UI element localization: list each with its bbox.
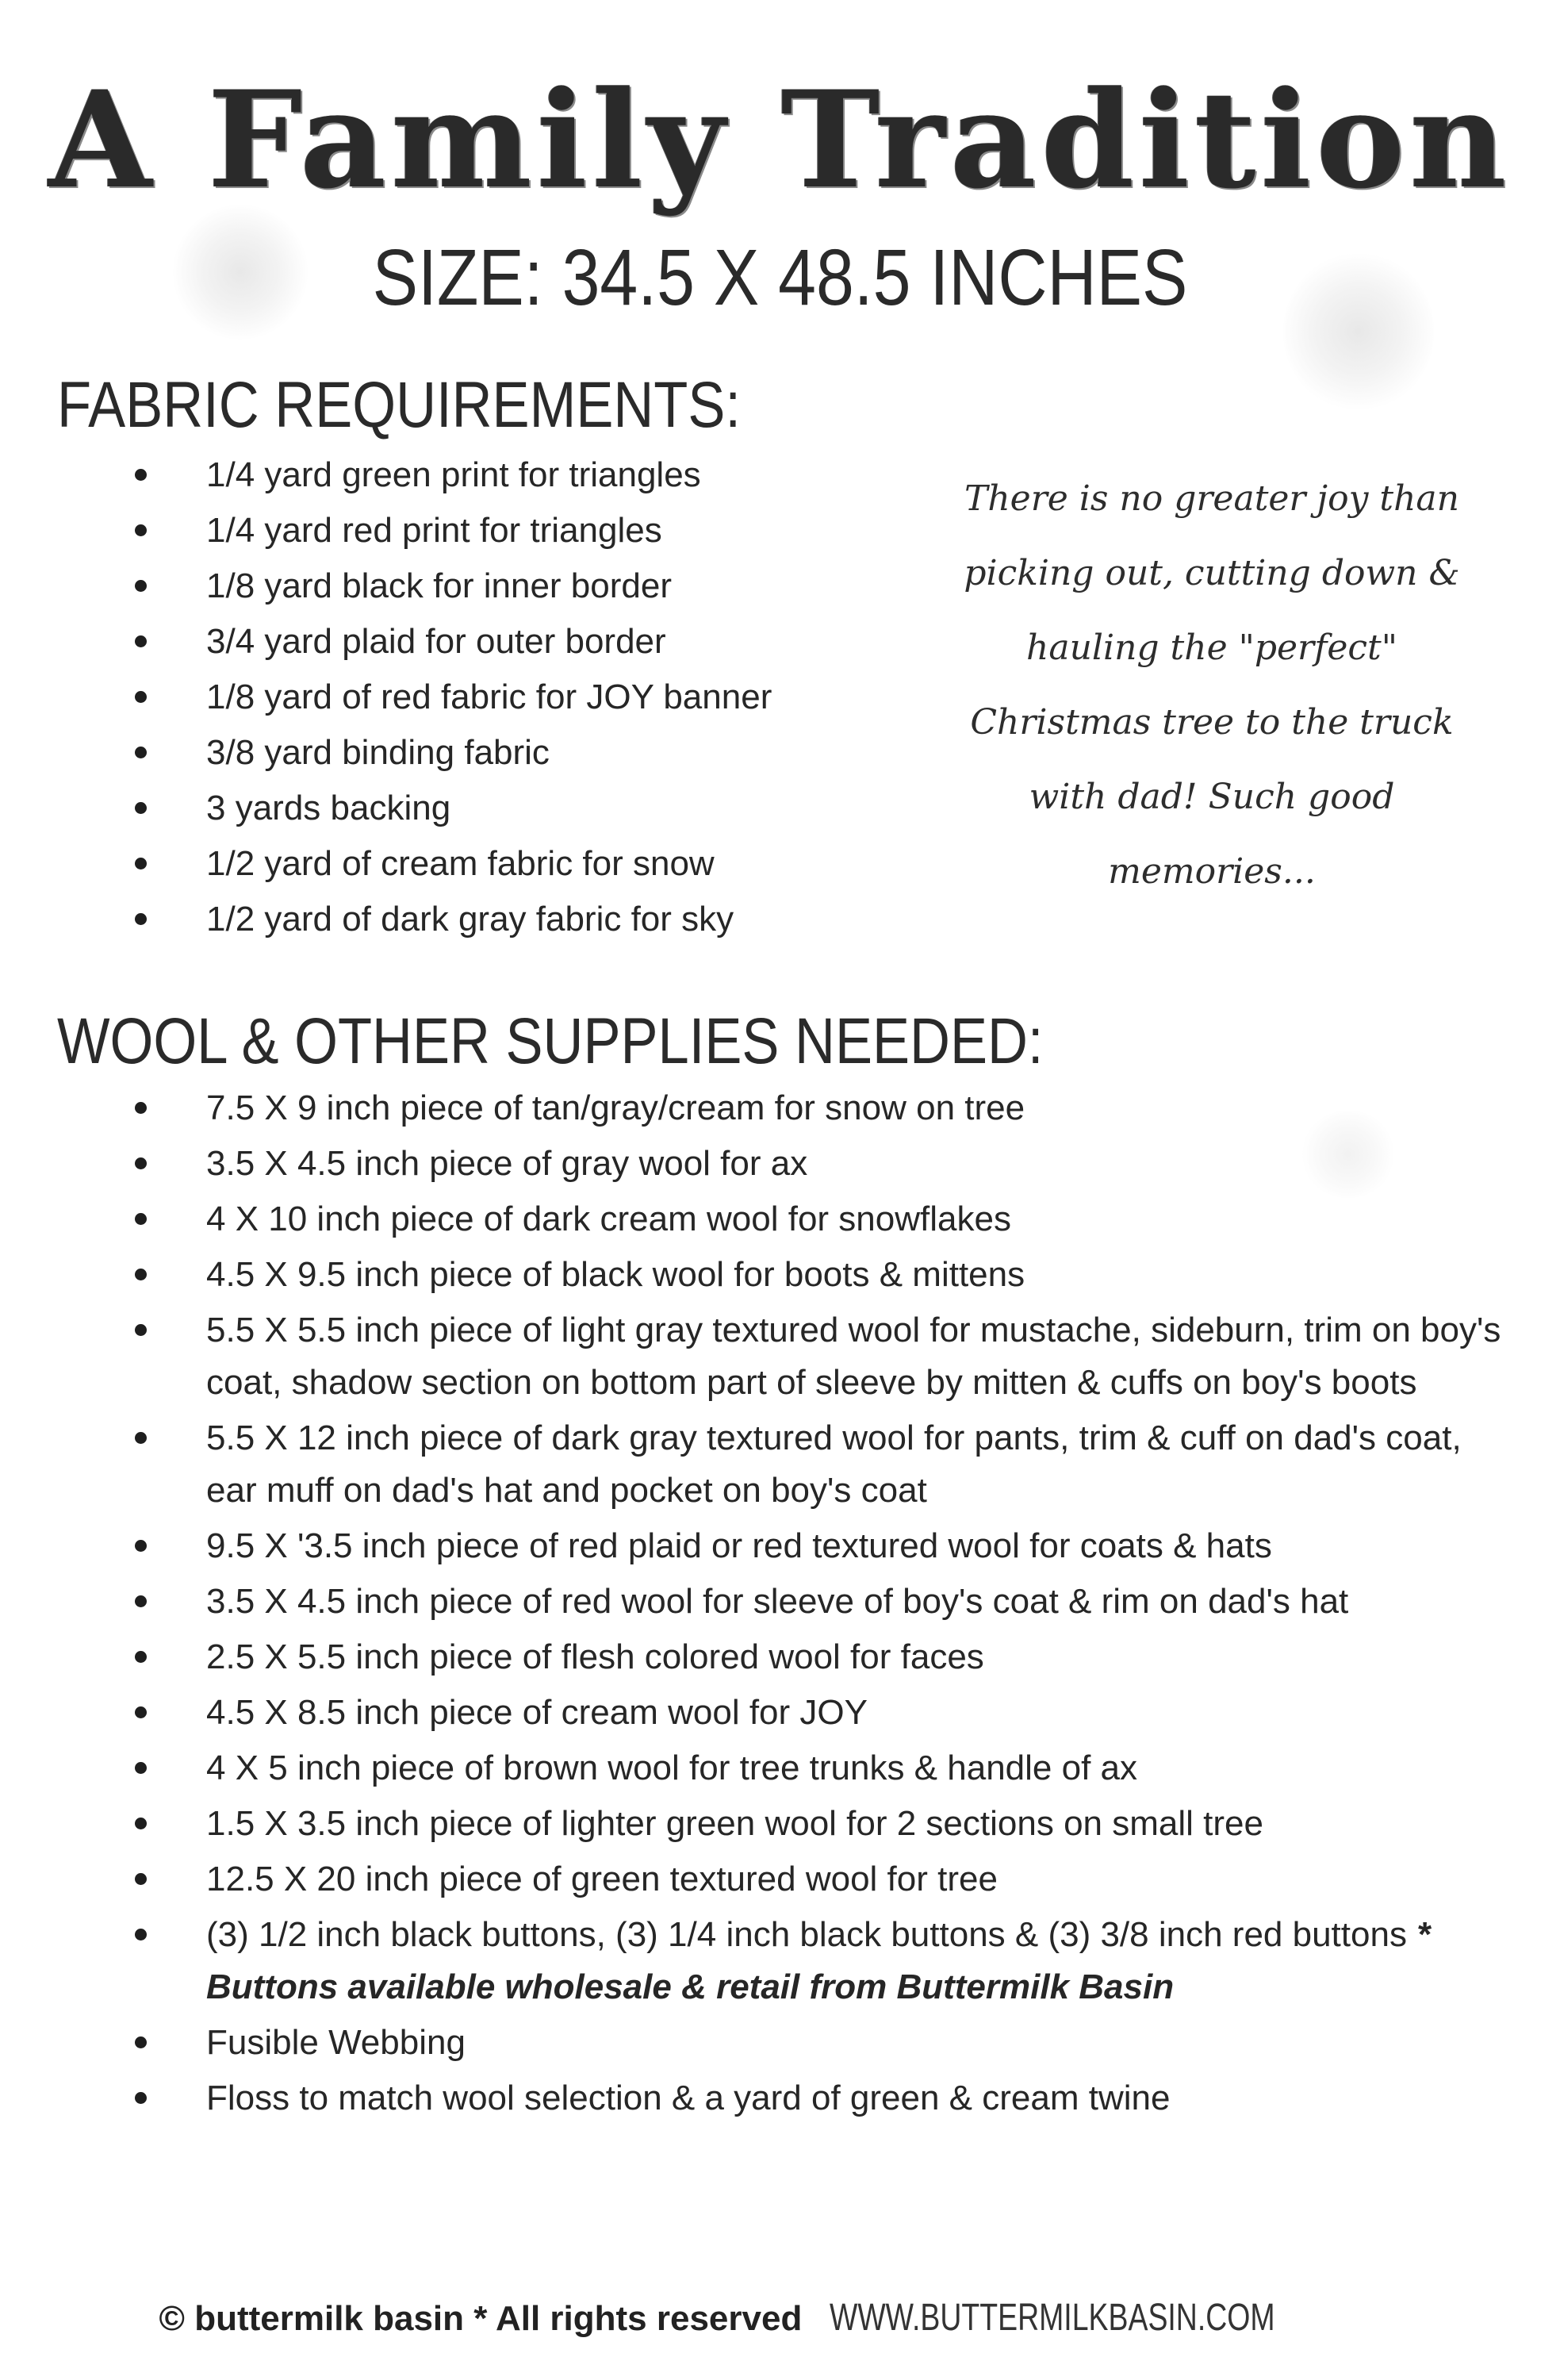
page-footer	[0, 2299, 1560, 2337]
list-item: 4.5 X 8.5 inch piece of cream wool for JOY	[133, 1687, 1501, 1739]
list-item: 3 yards backing	[133, 782, 926, 838]
pattern-title: A Family Tradition	[48, 61, 1512, 218]
list-item: Fusible Webbing	[133, 2017, 1501, 2069]
list-item: 1/8 yard black for inner border	[133, 560, 926, 616]
list-item: Floss to match wool selection & a yard of green & cream twine	[133, 2072, 1501, 2125]
list-item: 3/8 yard binding fabric	[133, 727, 926, 782]
wool-supplies-heading: WOOL & OTHER SUPPLIES NEEDED:	[57, 1005, 1044, 1077]
website-link[interactable]: WWW.BUTTERMILKBASIN.COM	[830, 2297, 1276, 2339]
list-item: 4 X 5 inch piece of brown wool for tree trunks & handle of ax	[133, 1742, 1501, 1795]
list-item: 1/8 yard of red fabric for JOY banner	[133, 671, 926, 727]
quilt-size: SIZE: 34.5 X 48.5 INCHES	[372, 233, 1188, 322]
list-item: 1.5 X 3.5 inch piece of lighter green wool for 2 sections on small tree	[133, 1798, 1501, 1850]
wool-supplies-list	[133, 1082, 1501, 2128]
list-item: 3.5 X 4.5 inch piece of red wool for sleeve of boy's coat & rim on dad's hat	[133, 1576, 1501, 1628]
fabric-requirements-heading: FABRIC REQUIREMENTS:	[57, 369, 742, 441]
list-item: 1/2 yard of cream fabric for snow	[133, 838, 926, 893]
list-item: 4.5 X 9.5 inch piece of black wool for boots & mittens	[133, 1249, 1501, 1301]
list-item: 5.5 X 5.5 inch piece of light gray textured wool for mustache, sideburn, trim on boy's coat, shadow section on bottom part of sleeve by mitten & cuffs on boy's boots	[133, 1304, 1501, 1409]
list-item: 9.5 X '3.5 inch piece of red plaid or red textured wool for coats & hats	[133, 1520, 1501, 1572]
list-item: 3/4 yard plaid for outer border	[133, 616, 926, 671]
fabric-requirements-list	[133, 449, 926, 949]
list-item: 5.5 X 12 inch piece of dark gray textured wool for pants, trim & cuff on dad's coat, ear muff on dad's hat and pocket on boy's coat	[133, 1412, 1501, 1517]
list-item: 1/4 yard green print for triangles	[133, 449, 926, 505]
list-item: 12.5 X 20 inch piece of green textured wool for tree	[133, 1853, 1501, 1906]
handwritten-note: There is no greater joy than picking out, cutting down & hauling the "perfect" Christmas tree to the truck with dad! Such good memories...	[964, 478, 1460, 892]
buttons-text: (3) 1/2 inch black buttons, (3) 1/4 inch black buttons & (3) 3/8 inch red buttons	[206, 1915, 1407, 1954]
list-item: 4 X 10 inch piece of dark cream wool for snowflakes	[133, 1193, 1501, 1246]
list-item-buttons	[133, 1909, 1501, 2013]
copyright-notice: © buttermilk basin * All rights reserved	[159, 2299, 803, 2338]
buttons-availability-note: * Buttons available wholesale & retail from Buttermilk Basin	[206, 1915, 1431, 2006]
list-item: 3.5 X 4.5 inch piece of gray wool for ax	[133, 1138, 1501, 1190]
list-item: 7.5 X 9 inch piece of tan/gray/cream for snow on tree	[133, 1082, 1501, 1134]
list-item: 1/4 yard red print for triangles	[133, 505, 926, 560]
list-item: 2.5 X 5.5 inch piece of flesh colored wool for faces	[133, 1631, 1501, 1683]
list-item: 1/2 yard of dark gray fabric for sky	[133, 893, 926, 949]
